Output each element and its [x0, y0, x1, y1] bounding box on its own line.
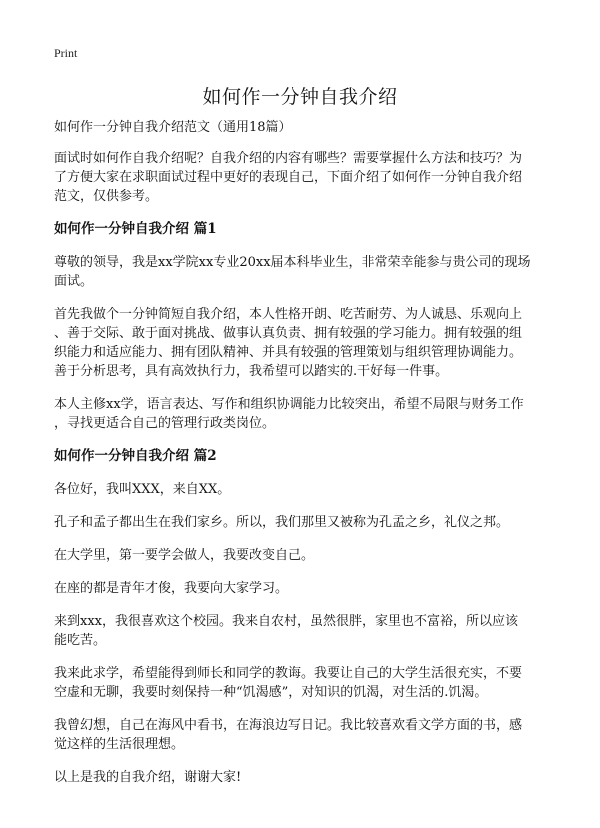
intro-paragraph — [54, 149, 550, 206]
text-line: 织能力和适应能力、拥有团队精神、并具有较强的管理策划与组织管理协调能力。 — [54, 345, 523, 360]
text-line: 觉这样的生活很理想。 — [54, 737, 185, 752]
text-line: 在大学里，第一要学会做人，我要改变自己。 — [54, 548, 315, 563]
section2-paragraph-1 — [54, 480, 550, 499]
section2-paragraph-3 — [54, 546, 550, 565]
text-line: 本人主修xx学，语言表达、写作和组织协调能力比较突出，希望不局限与财务工作 — [54, 397, 524, 412]
section2-paragraph-4 — [54, 579, 550, 598]
section2-paragraph-6 — [54, 664, 550, 702]
text-line: 尊敬的领导，我是xx学院xx专业20xx届本科毕业生，非常荣幸能参与贵公司的现场 — [54, 255, 531, 270]
text-line: 来到xxx，我很喜欢这个校园。我来自农村，虽然很胖，家里也不富裕，所以应该 — [54, 614, 518, 629]
section1-paragraph-2 — [54, 305, 550, 381]
text-line: 善于分析思考，具有高效执行力，我希望可以踏实的.干好每一件事。 — [54, 364, 449, 379]
section-heading-1: 如何作一分钟自我介绍 篇1 — [54, 221, 217, 237]
print-link[interactable]: Print — [54, 46, 78, 60]
text-line: 我来此求学，希望能得到师长和同学的教诲。我要让自己的大学生活很充实，不要 — [54, 666, 523, 681]
text-line: 能吃苦。 — [54, 633, 107, 648]
section2-paragraph-5 — [54, 612, 550, 650]
text-line: ，寻找更适合自己的管理行政类岗位。 — [54, 416, 276, 431]
text-line: 各位好，我叫XXX，来自XX。 — [54, 482, 231, 497]
text-line: 范文，仅供参考。 — [54, 189, 159, 204]
text-line: 首先我做个一分钟简短自我介绍，本人性格开朗、吃苦耐劳、为人诚恳、乐观向上 — [54, 307, 523, 322]
text-line: 、善于交际、敢于面对挑战、做事认真负责、拥有较强的学习能力。拥有较强的组 — [54, 326, 523, 341]
text-line: 孔子和孟子都出生在我们家乡。所以，我们那里又被称为孔孟之乡，礼仪之邦。 — [54, 515, 510, 530]
text-line: 面试。 — [54, 274, 94, 289]
section1-paragraph-1 — [54, 253, 550, 291]
text-line: 我曾幻想，自己在海风中看书，在海浪边写日记。我比较喜欢看文学方面的书，感 — [54, 718, 523, 733]
section-heading-2: 如何作一分钟自我介绍 篇2 — [54, 448, 217, 464]
document-subtitle: 如何作一分钟自我介绍范文（通用18篇） — [54, 120, 292, 135]
section2-paragraph-2 — [54, 513, 550, 532]
section1-paragraph-3 — [54, 395, 550, 433]
document-body — [54, 118, 550, 801]
section2-paragraph-8 — [54, 768, 550, 787]
text-line: 在座的都是青年才俊，我要向大家学习。 — [54, 581, 289, 596]
page-title: 如何作一分钟自我介绍 — [202, 86, 398, 108]
text-line: 空虚和无聊，我要时刻保持一种“饥渴感”，对知识的饥渴，对生活的.饥渴。 — [54, 685, 488, 700]
text-line: 以上是我的自我介绍，谢谢大家! — [54, 770, 242, 785]
text-line: 面试时如何作自我介绍呢？自我介绍的内容有哪些？需要掌握什么方法和技巧？为 — [54, 151, 523, 166]
text-line: 了方便大家在求职面试过程中更好的表现自己，下面介绍了如何作一分钟自我介绍 — [54, 170, 523, 185]
section2-paragraph-7 — [54, 716, 550, 754]
